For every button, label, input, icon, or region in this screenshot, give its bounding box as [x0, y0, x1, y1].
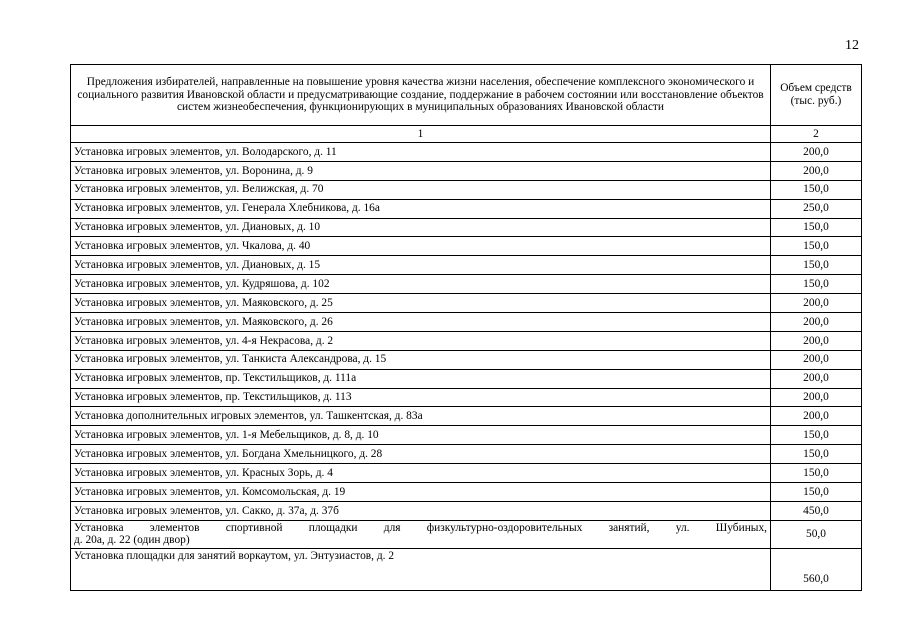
row-amount: 150,0	[771, 464, 862, 483]
row-description: Установка игровых элементов, ул. Красных Зорь, д. 4	[71, 464, 771, 483]
row-amount: 250,0	[771, 199, 862, 218]
header-description: Предложения избирателей, направленные на повышение уровня качества жизни населения, обеспечение комплексного экономического и социального развития Ивановской области и предусматривающие создание, поддержание в рабочем состоянии или восстановление объектов систем жизнеобеспечения, функционирующих в муниципальных образованиях Ивановской области	[71, 65, 771, 126]
row-description: Установка игровых элементов, ул. Воронина, д. 9	[71, 161, 771, 180]
row-amount: 150,0	[771, 483, 862, 502]
row-amount: 200,0	[771, 313, 862, 332]
table-row	[71, 161, 862, 180]
table-row	[71, 501, 862, 520]
row-description: Установка дополнительных игровых элементов, ул. Ташкентская, д. 83а	[71, 407, 771, 426]
table-row	[71, 426, 862, 445]
table-row	[71, 369, 862, 388]
table-row	[71, 388, 862, 407]
row-amount: 200,0	[771, 161, 862, 180]
row-amount: 200,0	[771, 331, 862, 350]
page-number: 12	[845, 38, 859, 53]
column-number-1: 1	[71, 126, 771, 143]
table-row	[71, 350, 862, 369]
row-description	[71, 520, 771, 548]
row-description: Установка игровых элементов, пр. Текстильщиков, д. 111а	[71, 369, 771, 388]
row-description-line2: д. 20а, д. 22 (один двор)	[74, 534, 190, 547]
table-row	[71, 407, 862, 426]
header-amount: Объем средств (тыс. руб.)	[771, 65, 862, 126]
row-description: Установка игровых элементов, ул. Маяковского, д. 26	[71, 313, 771, 332]
table-row	[71, 548, 862, 590]
row-amount: 50,0	[771, 520, 862, 548]
row-amount: 150,0	[771, 256, 862, 275]
row-amount: 200,0	[771, 388, 862, 407]
allocation-table	[70, 64, 862, 591]
table-row	[71, 275, 862, 294]
row-description-line1: Установка элементов спортивной площадки для физкультурно-оздоровительных занятий, ул. Шубиных,	[74, 521, 767, 534]
row-description: Установка игровых элементов, ул. 4-я Некрасова, д. 2	[71, 331, 771, 350]
row-description: Установка игровых элементов, ул. Танкиста Александрова, д. 15	[71, 350, 771, 369]
row-amount: 150,0	[771, 275, 862, 294]
row-description: Установка игровых элементов, ул. Володарского, д. 11	[71, 143, 771, 162]
row-description: Установка игровых элементов, ул. Велижская, д. 70	[71, 180, 771, 199]
table-row	[71, 218, 862, 237]
row-amount: 150,0	[771, 218, 862, 237]
row-description: Установка игровых элементов, ул. 1-я Мебельщиков, д. 8, д. 10	[71, 426, 771, 445]
row-description: Установка игровых элементов, ул. Чкалова, д. 40	[71, 237, 771, 256]
row-amount: 560,0	[771, 548, 862, 590]
row-amount: 200,0	[771, 407, 862, 426]
row-amount: 150,0	[771, 445, 862, 464]
row-description: Установка игровых элементов, ул. Диановых, д. 15	[71, 256, 771, 275]
row-description: Установка игровых элементов, ул. Богдана Хмельницкого, д. 28	[71, 445, 771, 464]
row-amount: 450,0	[771, 501, 862, 520]
row-amount: 200,0	[771, 350, 862, 369]
table-row	[71, 294, 862, 313]
table-row	[71, 331, 862, 350]
row-description: Установка игровых элементов, ул. Сакко, д. 37а, д. 37б	[71, 501, 771, 520]
row-description: Установка площадки для занятий воркаутом, ул. Энтузиастов, д. 2	[71, 548, 771, 590]
row-amount: 150,0	[771, 426, 862, 445]
row-amount: 150,0	[771, 180, 862, 199]
row-description: Установка игровых элементов, ул. Комсомольская, д. 19	[71, 483, 771, 502]
table-row	[71, 483, 862, 502]
row-amount: 200,0	[771, 369, 862, 388]
row-amount: 200,0	[771, 294, 862, 313]
row-amount: 150,0	[771, 237, 862, 256]
table-row	[71, 313, 862, 332]
table-header-row	[71, 65, 862, 126]
column-number-2: 2	[771, 126, 862, 143]
table-row	[71, 520, 862, 548]
table-row	[71, 199, 862, 218]
table-row	[71, 256, 862, 275]
table-row	[71, 445, 862, 464]
row-description: Установка игровых элементов, ул. Диановых, д. 10	[71, 218, 771, 237]
table-row	[71, 237, 862, 256]
table-row	[71, 180, 862, 199]
row-description: Установка игровых элементов, ул. Маяковского, д. 25	[71, 294, 771, 313]
row-description: Установка игровых элементов, ул. Кудряшова, д. 102	[71, 275, 771, 294]
table-row	[71, 464, 862, 483]
row-description: Установка игровых элементов, ул. Генерала Хлебникова, д. 16а	[71, 199, 771, 218]
row-amount: 200,0	[771, 143, 862, 162]
table-row	[71, 143, 862, 162]
column-number-row	[71, 126, 862, 143]
row-description: Установка игровых элементов, пр. Текстильщиков, д. 113	[71, 388, 771, 407]
